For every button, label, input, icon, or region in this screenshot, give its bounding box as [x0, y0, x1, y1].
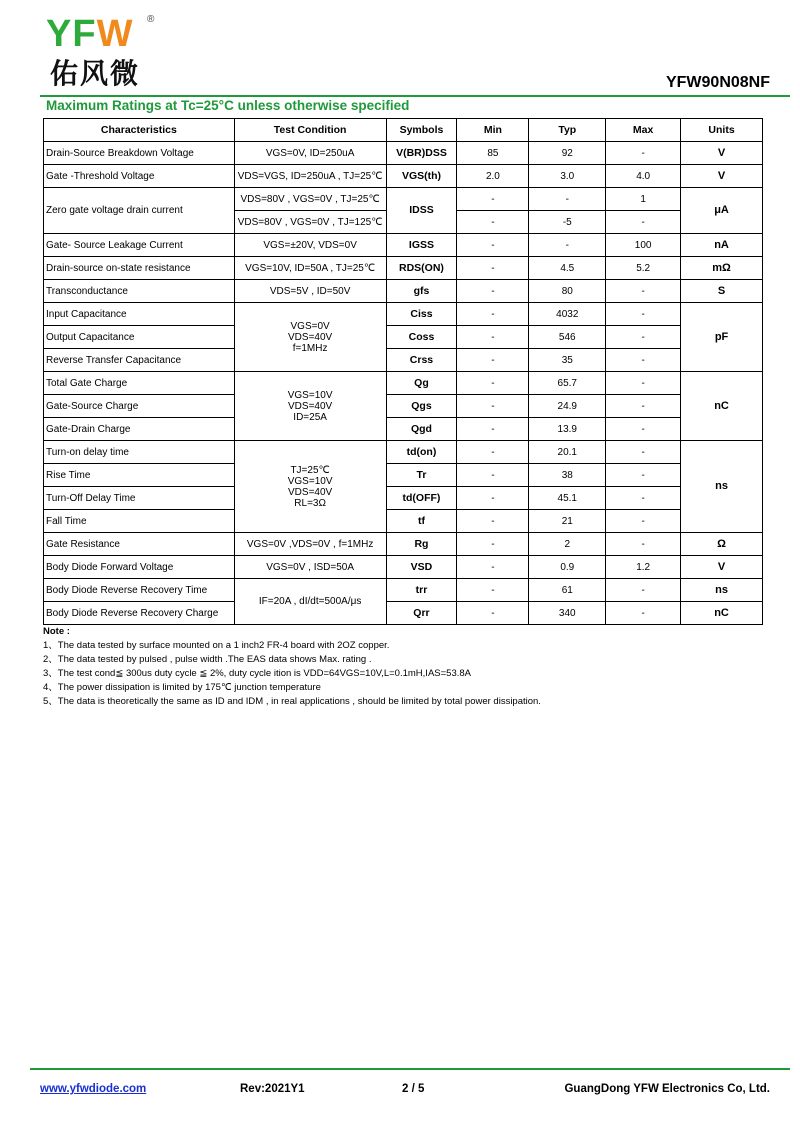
- cell-typ: 546: [529, 326, 606, 349]
- cell-condition-group: [234, 372, 386, 441]
- company-name: GuangDong YFW Electronics Co, Ltd.: [564, 1083, 770, 1095]
- cell-unit: S: [681, 280, 763, 303]
- cell-min: -: [457, 579, 529, 602]
- logo-chinese: 佑风微: [50, 57, 141, 90]
- cell-symbol: Qgd: [386, 418, 457, 441]
- cell-typ: -5: [529, 211, 606, 234]
- section-title: Maximum Ratings at Tc=25°C unless otherwise specified: [46, 98, 410, 113]
- cell-condition: VGS=0V ,VDS=0V , f=1MHz: [234, 533, 386, 556]
- cell-characteristic: Body Diode Reverse Recovery Time: [44, 579, 235, 602]
- cell-symbol: IGSS: [386, 234, 457, 257]
- cell-symbol: Qg: [386, 372, 457, 395]
- cell-characteristic: Total Gate Charge: [44, 372, 235, 395]
- cell-characteristic: Fall Time: [44, 510, 235, 533]
- table-row: [44, 349, 763, 372]
- cell-characteristic: Drain-Source Breakdown Voltage: [44, 142, 235, 165]
- table-row: [44, 280, 763, 303]
- cell-unit: ns: [681, 441, 763, 533]
- table-row: [44, 602, 763, 625]
- table-row: [44, 533, 763, 556]
- cell-min: -: [457, 188, 529, 211]
- cell-typ: 80: [529, 280, 606, 303]
- column-header: Max: [606, 119, 681, 142]
- cell-max: 1: [606, 188, 681, 211]
- cell-symbol: Qgs: [386, 395, 457, 418]
- cell-characteristic: Output Capacitance: [44, 326, 235, 349]
- condition-line: VDS=40V: [288, 486, 333, 498]
- cell-typ: 13.9: [529, 418, 606, 441]
- cell-condition-group: [234, 303, 386, 372]
- cell-characteristic: Gate-Source Charge: [44, 395, 235, 418]
- cell-symbol: VGS(th): [386, 165, 457, 188]
- cell-max: -: [606, 303, 681, 326]
- cell-min: 85: [457, 142, 529, 165]
- table-row: [44, 441, 763, 464]
- cell-min: -: [457, 395, 529, 418]
- cell-condition: VDS=80V , VGS=0V , TJ=125℃: [234, 211, 386, 234]
- cell-typ: -: [529, 234, 606, 257]
- cell-min: -: [457, 211, 529, 234]
- cell-typ: 4032: [529, 303, 606, 326]
- cell-typ: 61: [529, 579, 606, 602]
- logo-latin: YFW: [46, 13, 134, 55]
- cell-symbol: Coss: [386, 326, 457, 349]
- cell-symbol: Tr: [386, 464, 457, 487]
- cell-condition: VGS=0V , ISD=50A: [234, 556, 386, 579]
- cell-condition: VDS=VGS, ID=250uA , TJ=25℃: [234, 165, 386, 188]
- cell-symbol: IDSS: [386, 188, 457, 234]
- table-row: [44, 188, 763, 211]
- cell-typ: 24.9: [529, 395, 606, 418]
- table-row: [44, 556, 763, 579]
- condition-line: ID=25A: [293, 411, 327, 423]
- cell-max: -: [606, 349, 681, 372]
- cell-symbol: tf: [386, 510, 457, 533]
- cell-symbol: V(BR)DSS: [386, 142, 457, 165]
- cell-min: -: [457, 602, 529, 625]
- cell-min: -: [457, 234, 529, 257]
- cell-min: -: [457, 372, 529, 395]
- cell-max: -: [606, 280, 681, 303]
- cell-characteristic: Body Diode Forward Voltage: [44, 556, 235, 579]
- cell-characteristic: Reverse Transfer Capacitance: [44, 349, 235, 372]
- cell-max: -: [606, 602, 681, 625]
- notes-heading: Note :: [43, 626, 70, 637]
- website-link[interactable]: www.yfwdiode.com: [40, 1083, 147, 1095]
- cell-min: -: [457, 441, 529, 464]
- cell-max: -: [606, 533, 681, 556]
- cell-symbol: Ciss: [386, 303, 457, 326]
- cell-unit: Ω: [681, 533, 763, 556]
- table-row: [44, 579, 763, 602]
- cell-condition-group: IF=20A , dI/dt=500A/μs: [234, 579, 386, 625]
- cell-symbol: td(on): [386, 441, 457, 464]
- column-header: Symbols: [386, 119, 457, 142]
- cell-characteristic: Gate Resistance: [44, 533, 235, 556]
- cell-max: 5.2: [606, 257, 681, 280]
- cell-max: -: [606, 395, 681, 418]
- part-number: YFW90N08NF: [665, 74, 770, 91]
- cell-typ: 0.9: [529, 556, 606, 579]
- cell-max: 4.0: [606, 165, 681, 188]
- cell-typ: 45.1: [529, 487, 606, 510]
- table-row: [44, 487, 763, 510]
- cell-max: -: [606, 372, 681, 395]
- cell-characteristic: Turn-on delay time: [44, 441, 235, 464]
- column-header: Typ: [529, 119, 606, 142]
- cell-min: 2.0: [457, 165, 529, 188]
- table-row: [44, 165, 763, 188]
- cell-typ: 4.5: [529, 257, 606, 280]
- cell-characteristic: Gate-Drain Charge: [44, 418, 235, 441]
- cell-min: -: [457, 303, 529, 326]
- cell-max: -: [606, 464, 681, 487]
- cell-min: -: [457, 326, 529, 349]
- note-item: 1、The data tested by surface mounted on a 1 inch2 FR-4 board with 2OZ copper.: [43, 640, 390, 651]
- table-row: [44, 303, 763, 326]
- cell-characteristic: Input Capacitance: [44, 303, 235, 326]
- cell-characteristic: Body Diode Reverse Recovery Charge: [44, 602, 235, 625]
- cell-unit: nC: [681, 602, 763, 625]
- cell-unit: V: [681, 165, 763, 188]
- cell-typ: 21: [529, 510, 606, 533]
- cell-min: -: [457, 257, 529, 280]
- header-divider: [40, 95, 790, 97]
- table-row: [44, 464, 763, 487]
- cell-max: 1.2: [606, 556, 681, 579]
- condition-line: VDS=40V: [288, 400, 333, 412]
- table-row: [44, 418, 763, 441]
- cell-max: -: [606, 326, 681, 349]
- cell-characteristic: Rise Time: [44, 464, 235, 487]
- cell-symbol: gfs: [386, 280, 457, 303]
- cell-min: -: [457, 533, 529, 556]
- note-item: 2、The data tested by pulsed , pulse width .The EAS data shows Max. rating .: [43, 654, 372, 665]
- table-row: [44, 257, 763, 280]
- cell-unit: nC: [681, 372, 763, 441]
- note-item: 5、The data is theoretically the same as ID and IDM , in real applications , should be limited by total power dissipation.: [43, 696, 541, 707]
- cell-characteristic: Zero gate voltage drain current: [44, 188, 235, 234]
- cell-max: -: [606, 142, 681, 165]
- cell-min: -: [457, 280, 529, 303]
- condition-line: VGS=0V: [290, 320, 330, 332]
- cell-typ: -: [529, 188, 606, 211]
- note-item: 3、The test cond≦ 300us duty cycle ≦ 2%, duty cycle ition is VDD=64VGS=10V,L=0.1mH,IAS=53.8A: [43, 668, 471, 679]
- cell-symbol: Qrr: [386, 602, 457, 625]
- cell-max: -: [606, 441, 681, 464]
- cell-condition: VGS=10V, ID=50A , TJ=25℃: [234, 257, 386, 280]
- column-header: Units: [681, 119, 763, 142]
- cell-unit: V: [681, 142, 763, 165]
- cell-unit: ns: [681, 579, 763, 602]
- cell-max: -: [606, 510, 681, 533]
- column-header: Min: [457, 119, 529, 142]
- cell-min: -: [457, 464, 529, 487]
- cell-symbol: Rg: [386, 533, 457, 556]
- table-header-row: [44, 119, 763, 142]
- condition-line: VGS=10V: [287, 389, 333, 401]
- cell-unit: mΩ: [681, 257, 763, 280]
- cell-unit: V: [681, 556, 763, 579]
- page-number: 2 / 5: [402, 1083, 425, 1095]
- revision-label: Rev:2021Y1: [240, 1083, 305, 1095]
- cell-max: -: [606, 487, 681, 510]
- cell-unit: μA: [681, 188, 763, 234]
- condition-line: RL=3Ω: [294, 497, 326, 509]
- column-header: Test Condition: [234, 119, 386, 142]
- cell-characteristic: Gate- Source Leakage Current: [44, 234, 235, 257]
- cell-condition: VGS=0V, ID=250uA: [234, 142, 386, 165]
- cell-symbol: td(OFF): [386, 487, 457, 510]
- table-row: [44, 510, 763, 533]
- company-logo: [46, 14, 166, 96]
- cell-unit: pF: [681, 303, 763, 372]
- table-row: [44, 234, 763, 257]
- cell-typ: 2: [529, 533, 606, 556]
- cell-characteristic: Turn-Off Delay Time: [44, 487, 235, 510]
- cell-condition: VGS=±20V, VDS=0V: [234, 234, 386, 257]
- cell-characteristic: Transconductance: [44, 280, 235, 303]
- cell-symbol: trr: [386, 579, 457, 602]
- column-header: Characteristics: [44, 119, 235, 142]
- cell-max: -: [606, 418, 681, 441]
- cell-max: 100: [606, 234, 681, 257]
- cell-typ: 35: [529, 349, 606, 372]
- condition-line: VGS=10V: [287, 475, 333, 487]
- logo-registered-mark: ®: [147, 14, 155, 25]
- cell-typ: 340: [529, 602, 606, 625]
- cell-symbol: RDS(ON): [386, 257, 457, 280]
- table-row: [44, 326, 763, 349]
- cell-typ: 65.7: [529, 372, 606, 395]
- cell-typ: 92: [529, 142, 606, 165]
- cell-characteristic: Gate -Threshold Voltage: [44, 165, 235, 188]
- footer-divider: [30, 1068, 790, 1070]
- cell-symbol: Crss: [386, 349, 457, 372]
- cell-typ: 38: [529, 464, 606, 487]
- cell-typ: 20.1: [529, 441, 606, 464]
- cell-min: -: [457, 349, 529, 372]
- table-row: [44, 372, 763, 395]
- cell-min: -: [457, 418, 529, 441]
- cell-condition: VDS=80V , VGS=0V , TJ=25℃: [234, 188, 386, 211]
- cell-characteristic: Drain-source on-state resistance: [44, 257, 235, 280]
- cell-condition: VDS=5V , ID=50V: [234, 280, 386, 303]
- cell-min: -: [457, 510, 529, 533]
- cell-max: -: [606, 211, 681, 234]
- cell-condition-group: [234, 441, 386, 533]
- cell-typ: 3.0: [529, 165, 606, 188]
- condition-line: TJ=25℃: [290, 464, 330, 476]
- condition-line: f=1MHz: [292, 342, 328, 354]
- cell-min: -: [457, 487, 529, 510]
- table-row: [44, 395, 763, 418]
- table-row: [44, 142, 763, 165]
- cell-max: -: [606, 579, 681, 602]
- cell-min: -: [457, 556, 529, 579]
- condition-line: VDS=40V: [288, 331, 333, 343]
- cell-unit: nA: [681, 234, 763, 257]
- note-item: 4、The power dissipation is limited by 175℃ junction temperature: [43, 682, 321, 693]
- ratings-table: [43, 118, 763, 625]
- cell-symbol: VSD: [386, 556, 457, 579]
- notes-section: [43, 625, 541, 709]
